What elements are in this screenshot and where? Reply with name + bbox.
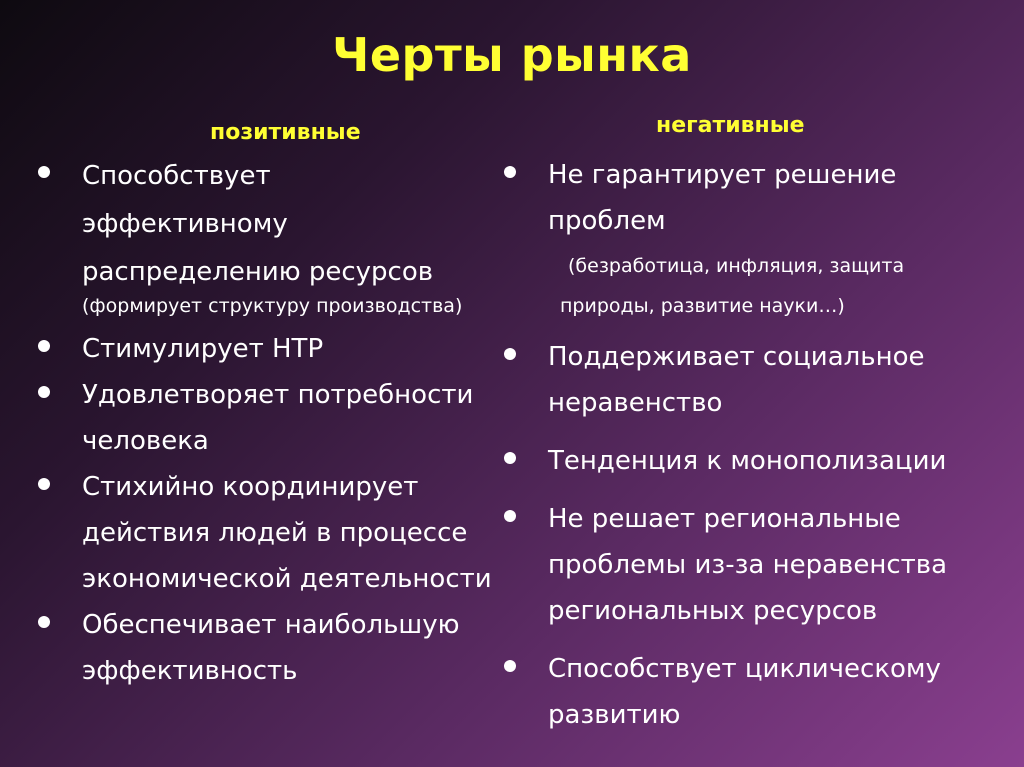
item-text: Обеспечивает наибольшую эффективность [82, 610, 460, 686]
bullet-icon [504, 660, 516, 672]
item-note: (формирует структуру производства) [82, 295, 463, 317]
item-text: Поддерживает социальное неравенство [548, 342, 925, 418]
item-text: Способствует циклическому развитию [548, 654, 941, 730]
bullet-icon [38, 340, 50, 352]
bullet-icon [504, 166, 516, 178]
list-item [38, 372, 498, 464]
list-item [38, 464, 498, 602]
bullet-icon [38, 616, 50, 628]
list-item [504, 334, 1004, 426]
bullet-icon [504, 348, 516, 360]
bullet-icon [38, 386, 50, 398]
item-text: Не гарантирует решение проблем [548, 160, 897, 236]
item-text: Способствует эффективному распределению ресурсов [82, 161, 434, 287]
list-item [504, 438, 1004, 484]
negative-list [504, 152, 1004, 738]
list-item [38, 602, 498, 694]
item-note: (безработица, инфляция, защита [568, 255, 905, 277]
positive-list [38, 152, 498, 694]
item-text: Тенденция к монополизации [548, 446, 947, 476]
negative-heading: негативные [656, 113, 805, 138]
bullet-icon [38, 478, 50, 490]
item-note: природы, развитие науки…) [560, 295, 845, 317]
item-text: Стимулирует НТР [82, 334, 324, 364]
list-item [504, 152, 1004, 328]
slide-title: Черты рынка [332, 28, 692, 82]
item-text: Удовлетворяет потребности человека [82, 380, 474, 456]
bullet-icon [38, 166, 50, 178]
bullet-icon [504, 510, 516, 522]
list-item [504, 646, 1004, 738]
list-item [38, 152, 498, 320]
positive-heading: позитивные [210, 120, 361, 145]
item-text: Стихийно координирует действия людей в процессе экономической деятельности [82, 472, 492, 594]
list-item [38, 326, 498, 372]
bullet-icon [504, 452, 516, 464]
list-item [504, 496, 1004, 634]
item-text: Не решает региональные проблемы из-за неравенства региональных ресурсов [548, 504, 948, 626]
